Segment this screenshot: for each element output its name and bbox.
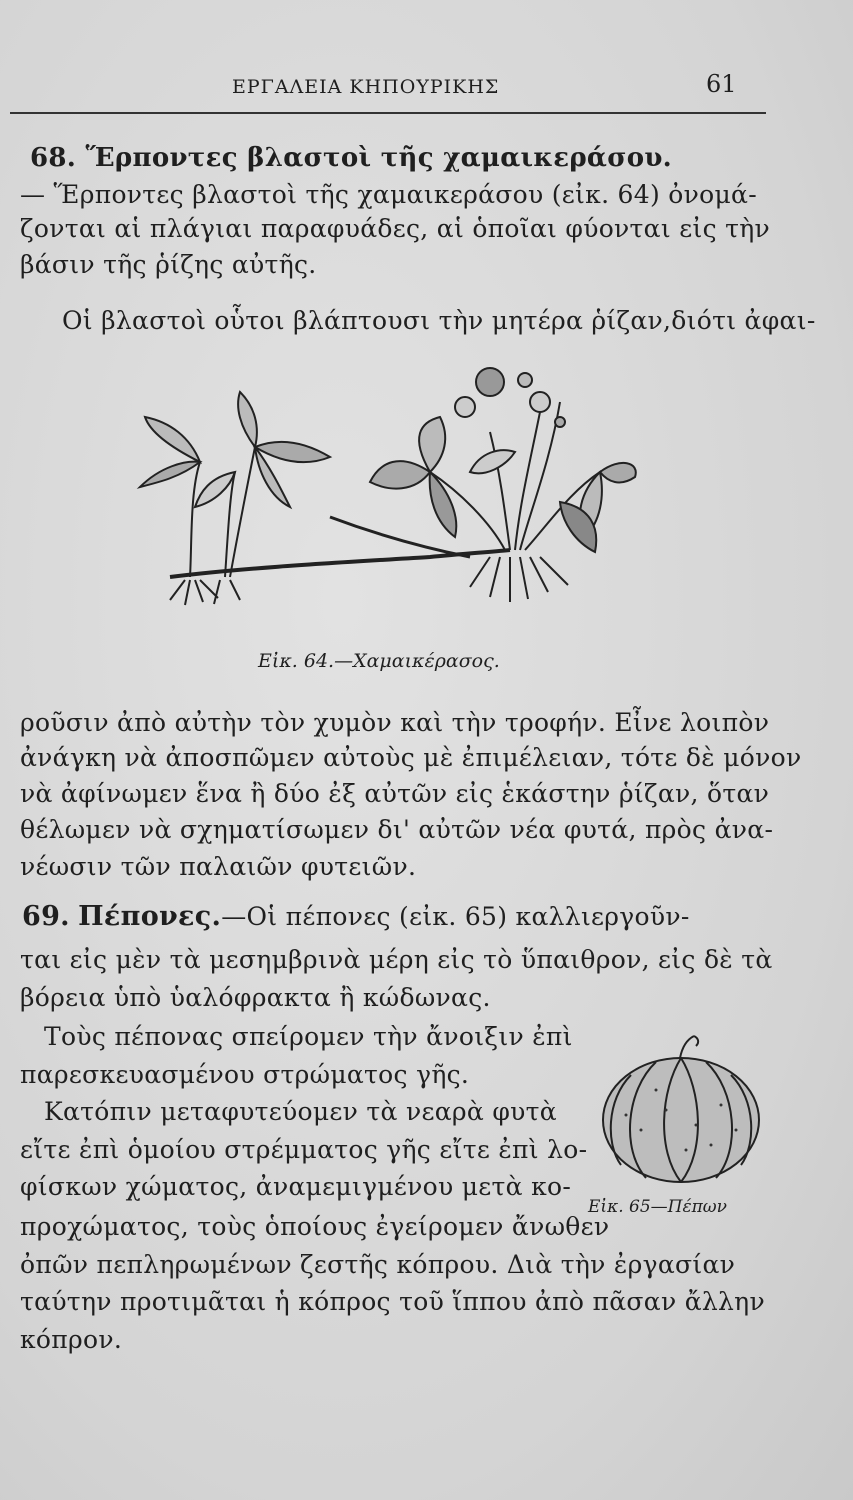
text-line: ται εἰς μὲν τὰ μεσημβρινὰ μέρη εἰς τὸ ὕπαιθρον, εἰς δὲ τὰ: [20, 945, 773, 974]
page-number: 61: [706, 70, 737, 98]
section-69-heading-line: [22, 901, 690, 932]
text-line: νὰ ἀφίνωμεν ἕνα ἢ δύο ἐξ αὐτῶν εἰς ἑκάστην ῥίζαν, ὅταν: [20, 779, 770, 808]
melon-illustration: [596, 1030, 766, 1190]
text-line: ταύτην προτιμᾶται ἡ κόπρος τοῦ ἵππου ἀπὸ πᾶσαν ἄλλην: [20, 1287, 765, 1316]
text-line: ὀπῶν πεπληρωμένων ζεστῆς κόπρου. Διὰ τὴν ἐργασίαν: [20, 1250, 736, 1279]
figure-65-caption: Εἰκ. 65—Πέπων: [588, 1197, 727, 1217]
text-line: Κατόπιν μεταφυτεύομεν τὰ νεαρὰ φυτὰ: [44, 1097, 557, 1126]
text-line: Τοὺς πέπονας σπείρομεν τὴν ἄνοιξιν ἐπὶ: [44, 1022, 573, 1051]
section-69-title: Πέπονες.: [78, 901, 222, 932]
text-line: φίσκων χώματος, ἀναμεμιγμένου μετὰ κο-: [20, 1172, 572, 1201]
text-line: εἴτε ἐπὶ ὁμοίου στρέμματος γῆς εἴτε ἐπὶ λο-: [20, 1135, 588, 1164]
section-69-number: 69.: [22, 901, 70, 932]
header-rule: [10, 112, 766, 114]
text-line: βάσιν τῆς ῥίζης αὐτῆς.: [20, 250, 317, 279]
section-68-heading: 68. Ἕρποντες βλαστοὶ τῆς χαμαικεράσου.: [30, 143, 673, 173]
text-line: κόπρον.: [20, 1325, 123, 1354]
strawberry-plant-illustration: [130, 352, 640, 622]
section-69-intro: —Οἱ πέπονες (εἰκ. 65) καλλιεργοῦν-: [221, 902, 690, 931]
text-line: νέωσιν τῶν παλαιῶν φυτειῶν.: [20, 852, 417, 881]
text-line: βόρεια ὑπὸ ὑαλόφρακτα ἢ κώδωνας.: [20, 983, 491, 1012]
text-line: ἀνάγκη νὰ ἀποσπῶμεν αὐτοὺς μὲ ἐπιμέλειαν, τότε δὲ μόνον: [20, 743, 802, 772]
running-header: ΕΡΓΑΛΕΙΑ ΚΗΠΟΥΡΙΚΗΣ: [232, 76, 500, 98]
text-line: ζονται αἱ πλάγιαι παραφυάδες, αἱ ὁποῖαι φύονται εἰς τὴν: [20, 214, 771, 243]
text-line: παρεσκευασμένου στρώματος γῆς.: [20, 1060, 470, 1089]
figure-64-caption: Εἰκ. 64.—Χαμαικέρασος.: [258, 650, 500, 672]
text-line: ροῦσιν ἀπὸ αὐτὴν τὸν χυμὸν καὶ τὴν τροφήν. Εἶνε λοιπὸν: [20, 708, 770, 737]
text-line: προχώματος, τοὺς ὁποίους ἐγείρομεν ἄνωθεν: [20, 1212, 610, 1241]
text-line: — Ἕρποντες βλαστοὶ τῆς χαμαικεράσου (εἰκ. 64) ὀνομά-: [20, 180, 757, 209]
text-line: Οἱ βλαστοὶ οὗτοι βλάπτουσι τὴν μητέρα ῥίζαν,διότι ἀφαι-: [62, 306, 816, 335]
text-line: θέλωμεν νὰ σχηματίσωμεν δι' αὐτῶν νέα φυτά, πρὸς ἀνα-: [20, 815, 774, 844]
